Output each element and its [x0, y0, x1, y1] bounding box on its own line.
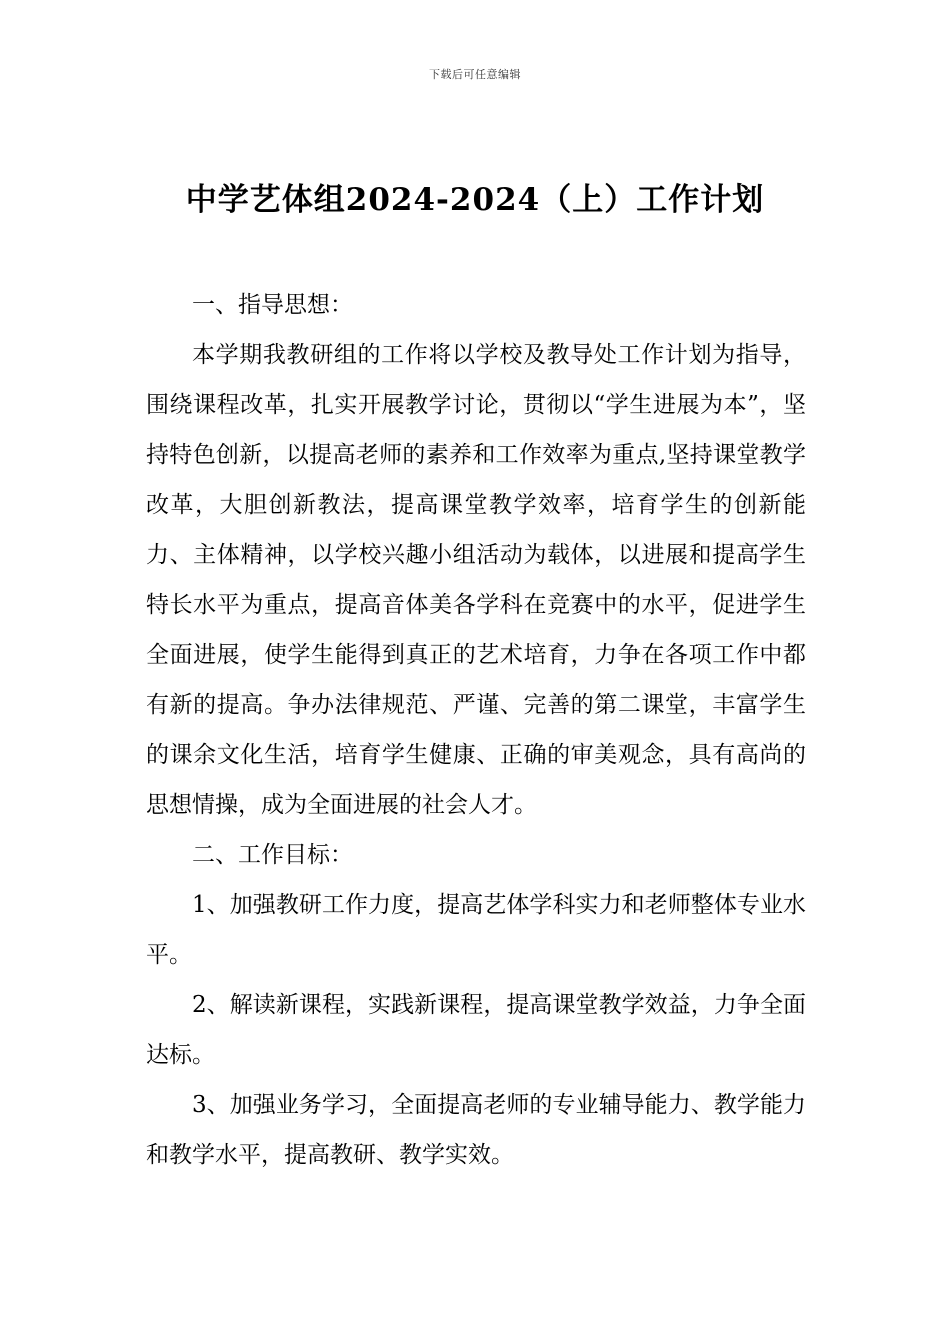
- goal-item-2: 2、解读新课程，实践新课程，提高课堂教学效益，力争全面达标。: [146, 992, 806, 1068]
- section-heading-guiding-ideology: 一、指导思想：: [192, 292, 353, 318]
- document-body: [146, 280, 806, 1180]
- document-title: 中学艺体组2024-2024（上）工作计划: [185, 182, 765, 218]
- goal-item-1: 1、加强教研工作力度，提高艺体学科实力和老师整体专业水平。: [146, 892, 806, 968]
- section-heading-work-goals: 二、工作目标：: [192, 842, 353, 868]
- paragraph-guiding-ideology: 本学期我教研组的工作将以学校及教导处工作计划为指导，围绕课程改革，扎实开展教学讨论，贯彻以“学生进展为本”，坚持特色创新，以提高老师的素养和工作效率为重点,坚持课堂教学改革，大胆创新教法，提高课堂教学效率，培育学生的创新能力、主体精神，以学校兴趣小组活动为载体，以进展和提高学生特长水平为重点，提高音体美各学科在竞赛中的水平，促进学生全面进展，使学生能得到真正的艺术培育，力争在各项工作中都有新的提高。争办法律规范、严谨、完善的第二课堂，丰富学生的课余文化生活，培育学生健康、正确的审美观念，具有高尚的思想情操，成为全面进展的社会人才。: [146, 342, 806, 818]
- goal-item-3: 3、加强业务学习，全面提高老师的专业辅导能力、教学能力和教学水平，提高教研、教学实效。: [146, 1092, 806, 1168]
- header-note: 下载后可任意编辑: [429, 68, 521, 81]
